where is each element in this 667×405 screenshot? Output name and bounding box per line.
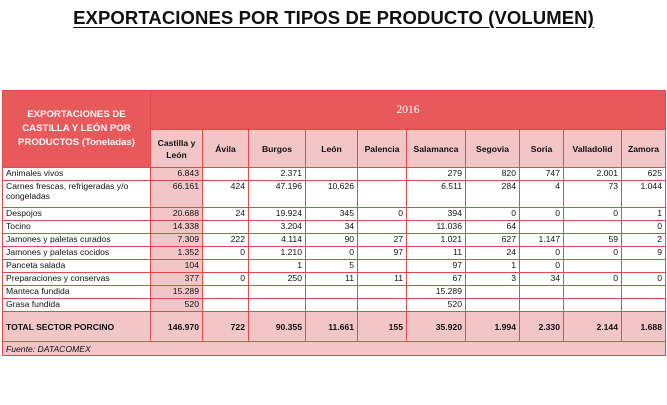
table-cell: 627 (466, 234, 520, 247)
table-cell: 90 (306, 234, 358, 247)
table-cell (564, 260, 622, 273)
table-cell: 67 (407, 273, 466, 286)
column-header: Zamora (622, 130, 666, 168)
table-cell: 34 (520, 273, 564, 286)
table-cell: 15.289 (151, 286, 203, 299)
table-cell: 377 (151, 273, 203, 286)
exports-table (2, 90, 666, 356)
table-cell: 222 (203, 234, 249, 247)
table-row (3, 260, 666, 273)
row-label: Jamones y paletas cocidos (3, 247, 151, 260)
row-label: Tocino (3, 221, 151, 234)
table-cell: 9 (622, 247, 666, 260)
total-label: TOTAL SECTOR PORCINO (3, 312, 151, 342)
row-label: Panceta salada (3, 260, 151, 273)
column-header: León (306, 130, 358, 168)
table-cell: 6.511 (407, 181, 466, 208)
table-cell: 284 (466, 181, 520, 208)
table-cell: 424 (203, 181, 249, 208)
table-cell (622, 299, 666, 312)
table-cell (306, 286, 358, 299)
table-cell (203, 221, 249, 234)
table-cell (203, 299, 249, 312)
table-cell: 1.021 (407, 234, 466, 247)
table-cell: 104 (151, 260, 203, 273)
table-cell (520, 299, 564, 312)
table-cell (564, 299, 622, 312)
table-cell (466, 286, 520, 299)
table-row (3, 181, 666, 208)
table-cell: 3.204 (249, 221, 306, 234)
table-cell: 24 (203, 208, 249, 221)
total-cell: 155 (358, 312, 407, 342)
table-cell: 11 (407, 247, 466, 260)
table-header-label: EXPORTACIONES DE CASTILLA Y LEÓN POR PRODUCTOS (Toneladas) (3, 91, 151, 168)
column-header: Soria (520, 130, 564, 168)
column-header: Burgos (249, 130, 306, 168)
table-cell (520, 221, 564, 234)
table-cell: 15.289 (407, 286, 466, 299)
table-cell: 2 (622, 234, 666, 247)
table-cell: 1.210 (249, 247, 306, 260)
row-label: Grasa fundida (3, 299, 151, 312)
table-cell (203, 168, 249, 181)
table-cell: 0 (306, 247, 358, 260)
table-cell (203, 260, 249, 273)
table-cell: 2.371 (249, 168, 306, 181)
table-cell: 1 (622, 208, 666, 221)
total-cell: 2.144 (564, 312, 622, 342)
table-cell: 2.001 (564, 168, 622, 181)
table-row (3, 221, 666, 234)
table-cell: 1 (249, 260, 306, 273)
table-cell: 66.161 (151, 181, 203, 208)
table-cell (466, 299, 520, 312)
table-cell: 747 (520, 168, 564, 181)
table-cell (564, 286, 622, 299)
table-cell: 345 (306, 208, 358, 221)
table-cell (622, 286, 666, 299)
table-cell: 394 (407, 208, 466, 221)
table-cell: 11 (358, 273, 407, 286)
table-cell (203, 286, 249, 299)
table-cell: 5 (306, 260, 358, 273)
source-row (3, 342, 666, 356)
table-cell: 3 (466, 273, 520, 286)
table-cell: 0 (358, 208, 407, 221)
table-cell: 20.688 (151, 208, 203, 221)
table-cell: 520 (151, 299, 203, 312)
table-cell: 34 (306, 221, 358, 234)
table-cell (520, 286, 564, 299)
table-cell: 6.843 (151, 168, 203, 181)
total-cell: 35.920 (407, 312, 466, 342)
table-cell: 24 (466, 247, 520, 260)
table-cell (358, 299, 407, 312)
row-label: Carnes frescas, refrigeradas y/o congeladas (3, 181, 151, 208)
table-cell: 1.352 (151, 247, 203, 260)
total-cell: 722 (203, 312, 249, 342)
table-cell: 250 (249, 273, 306, 286)
table-row (3, 247, 666, 260)
table-cell: 11 (306, 273, 358, 286)
table-cell: 1.147 (520, 234, 564, 247)
table-cell: 97 (407, 260, 466, 273)
table-cell: 625 (622, 168, 666, 181)
table-cell (249, 299, 306, 312)
table-cell: 27 (358, 234, 407, 247)
column-header: Salamanca (407, 130, 466, 168)
table-cell: 0 (520, 247, 564, 260)
row-label: Manteca fundida (3, 286, 151, 299)
table-cell: 73 (564, 181, 622, 208)
table-cell: 520 (407, 299, 466, 312)
table-cell: 0 (520, 260, 564, 273)
table-cell (306, 299, 358, 312)
table-cell (249, 286, 306, 299)
column-header: Ávila (203, 130, 249, 168)
table-cell: 4 (520, 181, 564, 208)
table-cell (358, 286, 407, 299)
table-row (3, 299, 666, 312)
table-cell: 0 (203, 273, 249, 286)
total-cell: 1.688 (622, 312, 666, 342)
table-row (3, 234, 666, 247)
table-cell (358, 168, 407, 181)
table-cell: 820 (466, 168, 520, 181)
row-label: Despojos (3, 208, 151, 221)
table-cell: 0 (520, 208, 564, 221)
table-cell: 0 (564, 247, 622, 260)
column-header: Segovia (466, 130, 520, 168)
source-note: Fuente: DATACOMEX (3, 342, 666, 356)
table-row (3, 286, 666, 299)
table-cell: 14.338 (151, 221, 203, 234)
table-cell: 0 (203, 247, 249, 260)
column-header: Palencia (358, 130, 407, 168)
table-cell: 47.196 (249, 181, 306, 208)
total-cell: 11.661 (306, 312, 358, 342)
table-cell: 97 (358, 247, 407, 260)
row-label: Animales vivos (3, 168, 151, 181)
page-title: EXPORTACIONES POR TIPOS DE PRODUCTO (VOLUMEN) (73, 7, 594, 28)
total-cell: 146.970 (151, 312, 203, 342)
table-cell: 0 (466, 208, 520, 221)
total-cell: 1.994 (466, 312, 520, 342)
table-cell: 7.309 (151, 234, 203, 247)
row-label: Jamones y paletas curados (3, 234, 151, 247)
column-header: Castilla y León (151, 130, 203, 168)
table-cell: 0 (622, 273, 666, 286)
table-row (3, 273, 666, 286)
table-cell: 64 (466, 221, 520, 234)
table-cell: 19.924 (249, 208, 306, 221)
table-row (3, 168, 666, 181)
table-cell (358, 221, 407, 234)
table-cell: 4.114 (249, 234, 306, 247)
table-cell (358, 260, 407, 273)
total-row (3, 312, 666, 342)
year-header: 2016 (151, 91, 666, 130)
table-cell (564, 221, 622, 234)
table-cell (306, 168, 358, 181)
table-cell: 279 (407, 168, 466, 181)
row-label: Preparaciones y conservas (3, 273, 151, 286)
table-cell (358, 181, 407, 208)
table-cell: 10.626 (306, 181, 358, 208)
table-cell: 59 (564, 234, 622, 247)
total-cell: 2.330 (520, 312, 564, 342)
table-cell: 11.036 (407, 221, 466, 234)
total-cell: 90.355 (249, 312, 306, 342)
table-cell: 0 (564, 208, 622, 221)
table-cell: 1 (466, 260, 520, 273)
column-header: Valladolid (564, 130, 622, 168)
table-cell (622, 260, 666, 273)
table-cell: 0 (622, 221, 666, 234)
table-cell: 0 (564, 273, 622, 286)
table-cell: 1.044 (622, 181, 666, 208)
table-row (3, 208, 666, 221)
